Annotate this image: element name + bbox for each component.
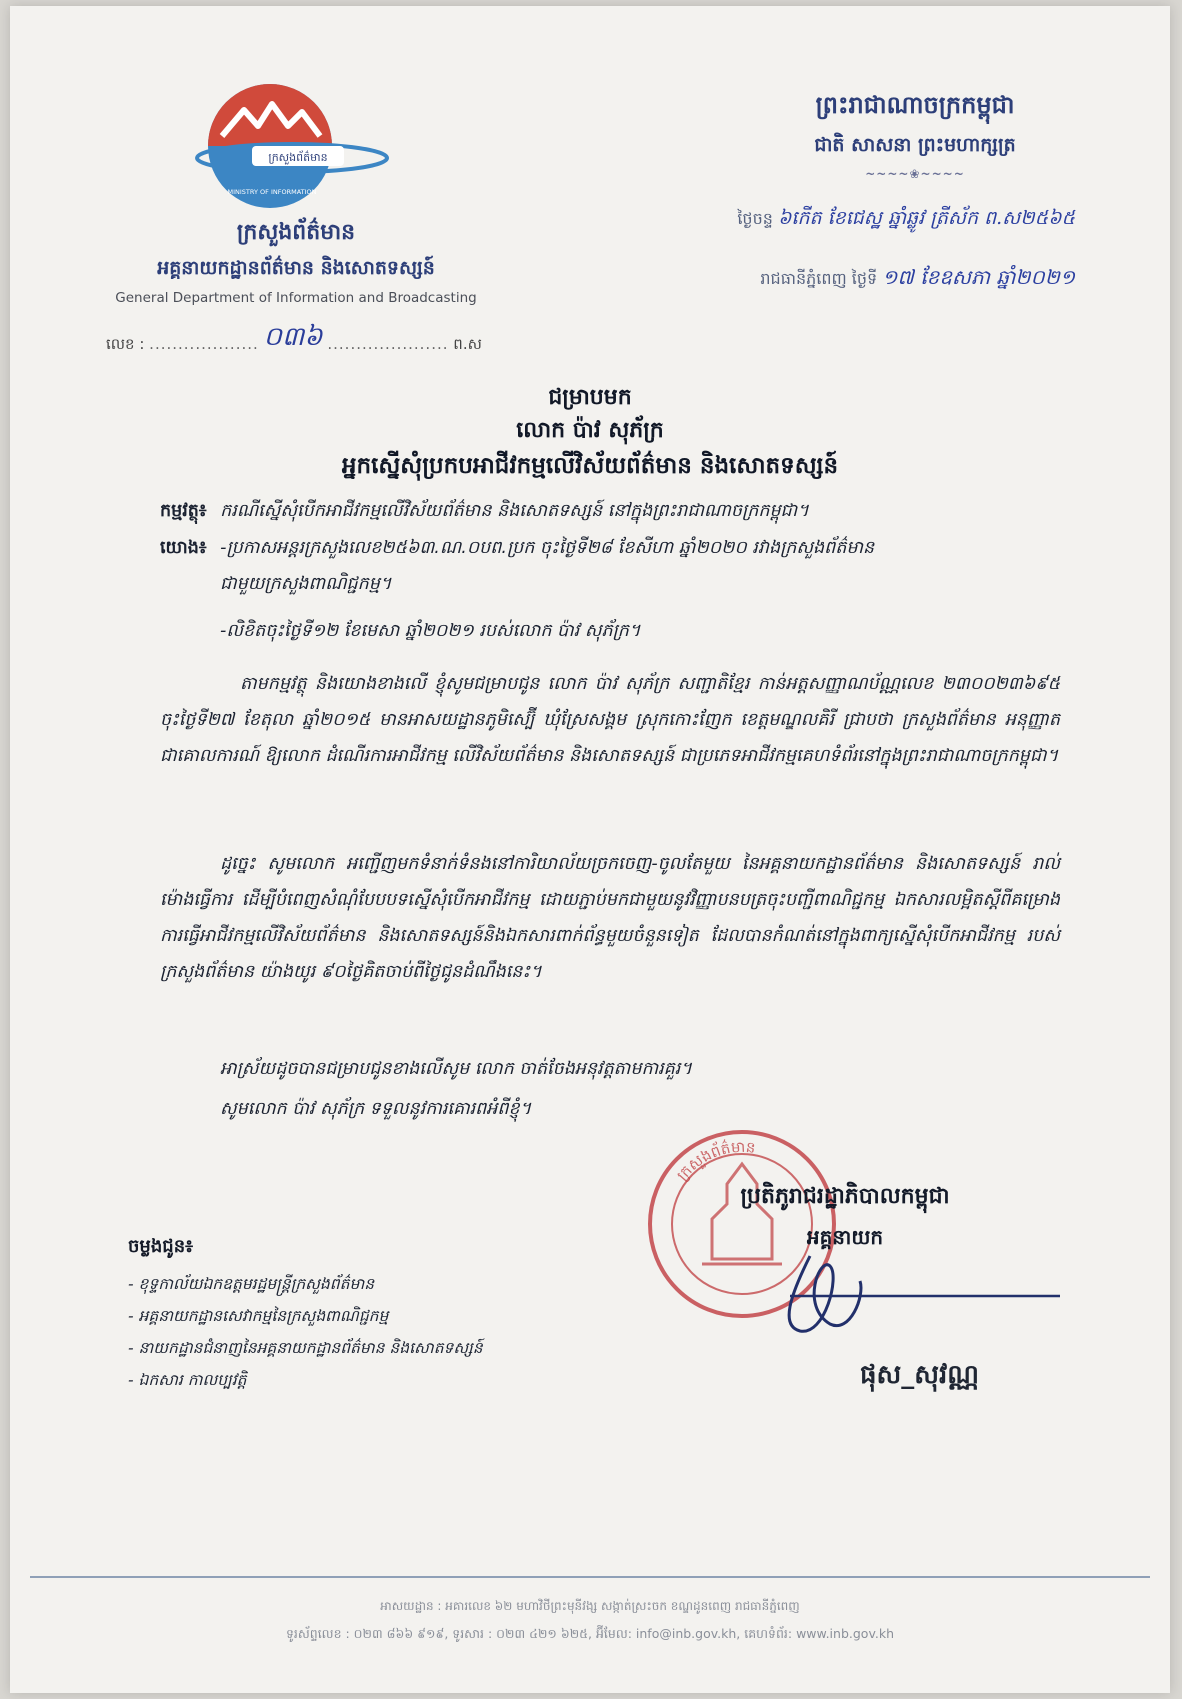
cc-title: ចម្លងជូន៖ <box>128 1236 194 1257</box>
ref-label: លេខ : <box>106 335 145 353</box>
national-motto: ជាតិ សាសនា ព្រះមហាក្សត្រ <box>814 134 1016 156</box>
reference-line-1 <box>160 536 1060 562</box>
ref-number: ០៣៦ <box>263 322 323 352</box>
kingdom-motto <box>770 90 1060 181</box>
addressee-role: អ្នកស្នើសុំប្រកបអាជីវកម្មលើវិស័យព័ត៌មាន និងសោតទស្សន៍ <box>341 453 839 479</box>
department-name-en: General Department of Information and Broadcasting <box>115 290 477 306</box>
cc-list <box>128 1268 483 1396</box>
letter-page <box>10 6 1170 1693</box>
signer-name: ផុស_សុវណ្ណ <box>860 1360 980 1390</box>
solar-date-handwritten: ១៧ ខែឧសភា ឆ្នាំ២០២១ <box>882 265 1075 289</box>
ref-suffix: ព.ស <box>453 335 482 353</box>
subject-label: កម្មវត្ថុ៖ <box>160 501 207 521</box>
subject-line <box>160 499 1060 525</box>
reference-line-2: -លិខិតចុះថ្ងៃទី១២ ខែមេសា ឆ្នាំ២០២១ របស់លោក ប៉ាវ សុភ័ក្រ។ <box>220 621 641 641</box>
addressee-name: លោក ប៉ាវ សុភ័ក្រ <box>516 418 664 443</box>
department-name-kh: អគ្គនាយកដ្ឋានព័ត៌មាន និងសោតទស្សន៍ <box>157 257 435 279</box>
reference-number-line: លេខ : ................... ០៣៦ ..................... ព.ស <box>106 322 482 353</box>
footer-contacts: ទូរស័ព្ទលេខ : ០២៣ ៨៦៦ ៩១៩, ទូរសារ : ០២៣ ៤២១ ៦២៥, អ៊ីមែល: info@inb.gov.kh, គេហទំព័រ: www.inb.gov.kh <box>285 1626 895 1641</box>
reference-1-text: -ប្រកាសអន្តរក្រសួងលេខ២៥៦៣.ណ.០បព.ប្រក ចុះថ្ងៃទី២៨ ខែសីហា ឆ្នាំ២០២០ រវាងក្រសួងព័ត៌មាន <box>220 538 875 558</box>
ministry-name-kh: ក្រសួងព័ត៌មាន <box>236 220 356 245</box>
body-paragraph-1: តាមកម្មវត្ថុ និងយោងខាងលើ ខ្ញុំសូមជម្រាបជូន លោក ប៉ាវ សុភ័ក្រ សញ្ជាតិខ្មែរ កាន់អត្តសញ្ញាណប័ណ្ណលេខ ២៣០០២៣៦៩៥ ចុះថ្ងៃទី២៧ ខែតុលា ឆ្នាំ២០១៥ មានអាសយដ្ឋានភូមិស្ប៊ើ ឃុំស្រែសង្គម ស្រុកកោះញែក ខេត្តមណ្ឌលគិរី ជ្រាបថា ក្រសួងព័ត៌មាន អនុញ្ញាតជាគោលការណ៍ ឱ្យលោក ដំណើរការអាជីវកម្ម លើវិស័យព័ត៌មាន និងសោតទស្សន៍ ជាប្រភេទអាជីវកម្មគេហទំព័រនៅក្នុងព្រះរាជាណាចក្រកម្ពុជា។ <box>160 674 1060 766</box>
body-paragraph-2: ដូច្នេះ សូមលោក អញ្ជើញមកទំនាក់ទំនងនៅការិយាល័យច្រកចេញ-ចូលតែមួយ នៃអគ្គនាយកដ្ឋានព័ត៌មាន និងសោតទស្សន៍ រាល់ម៉ោងធ្វើការ ដើម្បីបំពេញសំណុំបែបបទស្នើសុំបើកអាជីវកម្ម ដោយភ្ជាប់មកជាមួយនូវវិញ្ញាបនបត្រចុះបញ្ជីពាណិជ្ជកម្ម ឯកសារលម្អិតស្តីពីគម្រោងការធ្វើអាជីវកម្មលើវិស័យព័ត៌មាន និងសោតទស្សន៍និងឯកសារពាក់ព័ន្ធមួយចំនួនទៀត ដែលបានកំណត់នៅក្នុងពាក្យស្នើសុំបើកអាជីវកម្ម របស់ក្រសួងព័ត៌មាន យ៉ាងយូរ ៩០ថ្ងៃគិតចាប់ពីថ្ងៃជូនដំណឹងនេះ។ <box>160 854 1060 982</box>
reference-line-1-cont: ជាមួយក្រសួងពាណិជ្ជកម្ម។ <box>220 574 392 594</box>
footer-divider <box>30 1576 1150 1578</box>
lunar-date-prefix: ថ្ងៃចន្ទ <box>737 209 773 228</box>
body-paragraph-3: អាស្រ័យដូចបានជម្រាបជូនខាងលើសូម លោក ចាត់ចែងអនុវត្តតាមការគួរ។ <box>220 1059 692 1079</box>
salutation: ជម្រាបមក <box>548 385 632 410</box>
cc-item: - ឯកសារ កាលប្បវត្តិ <box>128 1371 247 1389</box>
kingdom-name: ព្រះរាជាណាចក្រកម្ពុជា <box>815 91 1015 119</box>
cc-item: - ខុទ្ទកាល័យឯកឧត្តមរដ្ឋមន្ត្រីក្រសួងព័ត៌មាន <box>128 1275 375 1293</box>
ministry-block <box>96 218 496 306</box>
cc-item: - អគ្គនាយកដ្ឋានសេវាកម្មនៃក្រសួងពាណិជ្ជកម្ម <box>128 1307 389 1325</box>
reference-label: យោង៖ <box>160 538 207 558</box>
svg-text:ក្រសួងព័ត៌មាន: ក្រសួងព័ត៌មាន <box>673 1137 757 1185</box>
svg-text:MINISTRY OF INFORMATION: MINISTRY OF INFORMATION <box>227 188 317 196</box>
solar-date-prefix: រាជធានីភ្នំពេញ ថ្ងៃទី <box>760 269 878 288</box>
footer-address: អាសយដ្ឋាន : អគារលេខ ៦២ មហាវិថីព្រះមុនីវង្ស សង្កាត់ស្រះចក ខណ្ឌដូនពេញ រាជធានីភ្នំពេញ <box>380 1599 800 1613</box>
solar-date <box>605 264 1075 294</box>
svg-text:ក្រសួងព័ត៌មាន: ក្រសួងព័ត៌មាន <box>268 151 328 164</box>
ministry-logo <box>192 76 392 226</box>
lunar-date <box>605 206 1075 234</box>
lunar-date-handwritten: ៦កើត ខែជេស្ឋ ឆ្នាំឆ្លូវ ត្រីស័ក ព.ស២៥៦៥ <box>777 207 1075 229</box>
signatory-title-2: អគ្គនាយក <box>806 1225 884 1249</box>
ornament-divider: ~~~~❀~~~~ <box>865 167 965 181</box>
signatory-title-1: ប្រតិភូរាជរដ្ឋាភិបាលកម្ពុជា <box>740 1184 950 1209</box>
handwritten-signature <box>770 1236 1070 1356</box>
closing-line: សូមលោក ប៉ាវ សុភ័ក្រ ទទួលនូវការគោរពអំពីខ្ញុំ។ <box>220 1099 532 1119</box>
cc-item: - នាយកដ្ឋានជំនាញនៃអគ្គនាយកដ្ឋានព័ត៌មាន និងសោតទស្សន៍ <box>128 1339 483 1357</box>
subject-text: ករណីស្នើសុំបើកអាជីវកម្មលើវិស័យព័ត៌មាន និងសោតទស្សន៍ នៅក្នុងព្រះរាជាណាចក្រកម្ពុជា។ <box>220 501 809 521</box>
